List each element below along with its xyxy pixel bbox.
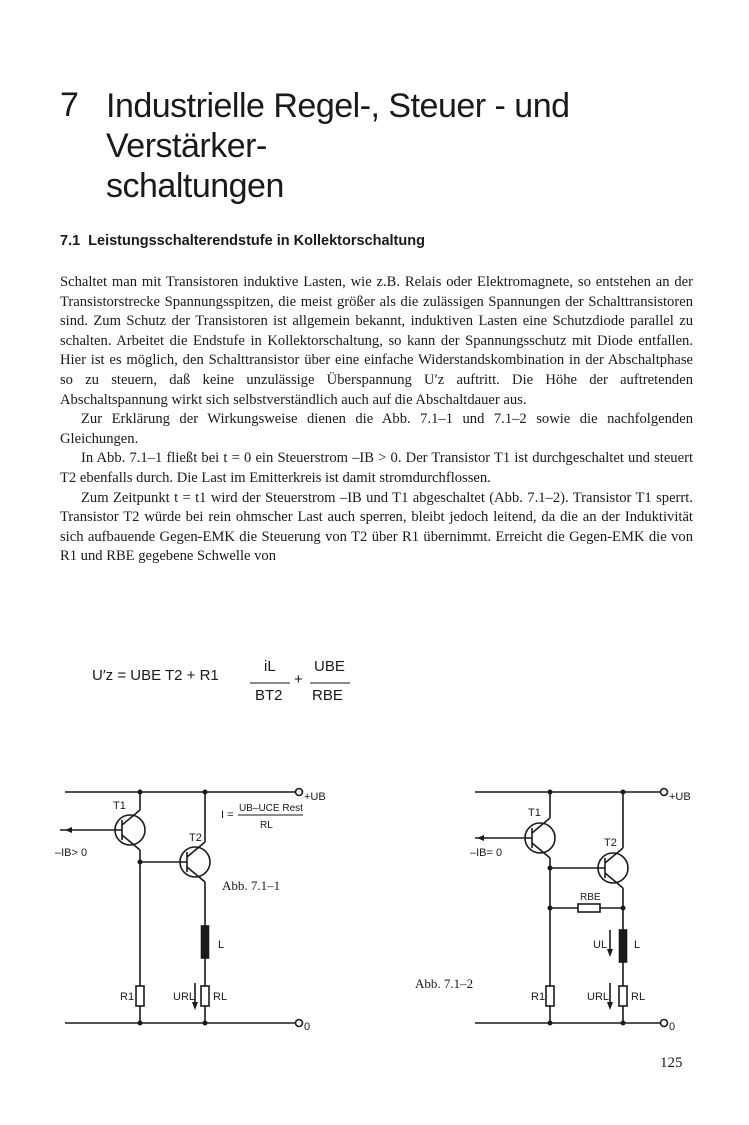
paragraph: In Abb. 7.1–1 fließt bei t = 0 ein Steuerstrom –IB > 0. Der Transistor T1 ist durchgeschaltet und steuert T2 ebenfalls durch. Die Last im Emitterkreis ist damit stromdurchflossen. [60,450,693,486]
paragraph: Zur Erklärung der Wirkungsweise dienen die Abb. 7.1–1 und 7.1–2 sowie die nachfolgenden Gleichungen. [60,411,693,447]
fig2-label-l: L [634,939,641,951]
formula-frac2-den: RBE [312,687,343,704]
formula-plus: + [294,671,303,688]
fig2-label-ul: UL [593,939,608,951]
circuit-figure-1 [55,780,345,1040]
fig1-label-ub: +UB [304,791,326,803]
fig2-label-rbe: RBE [580,892,601,903]
paragraph: Schaltet man mit Transistoren induktive Lasten, wie z.B. Relais oder Elektromagnete, so entstehen an der Transistorstrecke Spannungsspitzen, die meist größer als die zulässigen Spannungen der Schalttransistoren sind. Zum Schutz der Transistoren ist allgemein bekannt, induktiven Lasten eine Schutzdiode parallel zu schalten. Arbeitet die Endstufe in Kollektorschaltung, so kann der Spannungsschutz mit Diode entfallen. Hier ist es möglich, den Schalttransistor über eine einfache Widerstandskombination in der Abschaltphase so zu steuern, daß keine unzulässige Überspannung U′z auftritt. Die Höhe der auftretenden Abschaltspannung wirkt sich selbstverständlich auch auf die Abschaltdauer aus. [60,274,693,408]
paragraph: Zum Zeitpunkt t = t1 wird der Steuerstrom –IB und T1 abgeschaltet (Abb. 7.1–2). Transistor T1 sperrt. Transistor T2 würde bei rein ohmscher Last auch sperren, bleibt jedoch leitend, da die an der Induktivität sich aufbauende Gegen-EMK die Steuerung von T2 über R1 übernimmt. Erreicht die Gegen-EMK die von R1 und RBE gegebene Schwelle von [60,489,693,565]
formula-frac1-num: iL [264,658,276,675]
fig1-label-t1: T1 [113,800,126,812]
fig2-label-r1: R1 [531,991,546,1003]
section-title [60,233,425,249]
fig2-label-ib: –IB= 0 [470,847,503,859]
section-title-text: Leistungsschalterendstufe in Kollektorschaltung [88,233,425,249]
fig1-label-l: L [218,939,225,951]
fig2-label-ub: +UB [669,791,691,803]
fig2-label-url: URL [587,991,610,1003]
figure-1-caption: Abb. 7.1–1 [222,878,281,893]
fig1-current-lhs: I = [221,809,234,821]
fig1-label-ib: –IB> 0 [55,847,88,859]
chapter-title-line-2: schaltungen [106,167,284,205]
fig2-label-t1: T1 [528,807,541,819]
formula-frac1-den: BT2 [255,687,283,704]
circuit-figure-2 [410,780,720,1040]
fig2-label-t2: T2 [604,837,617,849]
formula-frac2-num: UBE [314,658,345,675]
fig1-label-url: URL [173,991,196,1003]
formula-lhs: U′z = UBE T2 + R1 [92,667,219,684]
page-number: 125 [660,1055,683,1071]
chapter-number: 7 [60,86,79,124]
body-text [60,273,693,567]
chapter-title [106,86,706,206]
figure-2-caption: Abb. 7.1–2 [415,976,474,991]
fig2-label-zero: 0 [669,1021,676,1033]
fig1-current-den: RL [260,820,273,831]
fig1-label-zero: 0 [304,1021,311,1033]
fig1-label-t2: T2 [189,832,202,844]
fig1-label-rl: RL [213,991,228,1003]
fig2-label-rl: RL [631,991,646,1003]
chapter-title-line-1: Industrielle Regel-, Steuer - und Verstärker- [106,87,570,165]
fig1-current-num: UB–UCE Rest [239,803,303,814]
section-number: 7.1 [60,233,81,249]
fig1-label-r1: R1 [120,991,135,1003]
